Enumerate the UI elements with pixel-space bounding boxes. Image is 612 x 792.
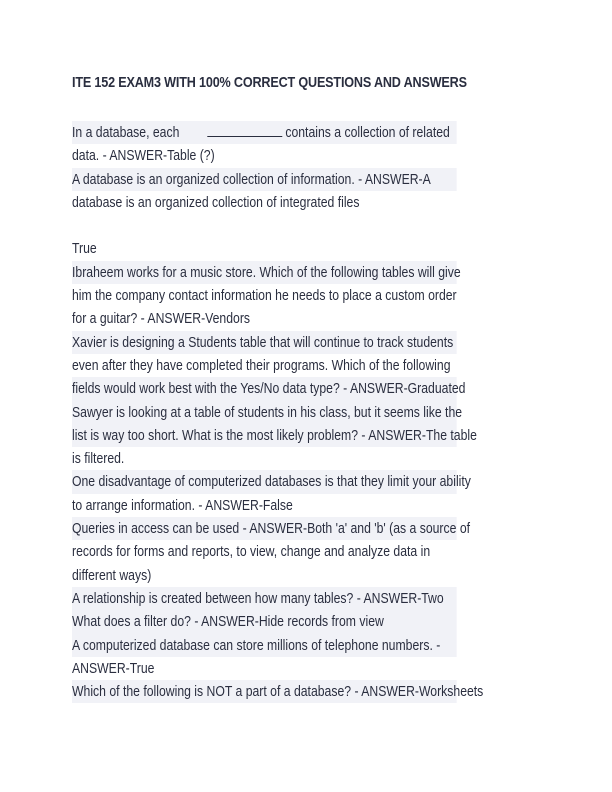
line-text-after-blank: contains a collection of related <box>285 124 450 141</box>
text-line: even after they have completed their programs. Which of the following <box>72 356 451 374</box>
text-line: different ways) <box>72 566 152 584</box>
text-line: What does a filter do? - ANSWER-Hide records from view <box>72 610 457 633</box>
text-line: One disadvantage of computerized databases is that they limit your ability <box>72 470 457 493</box>
text-line: him the company contact information he needs to place a custom order <box>72 287 457 305</box>
text-line: is filtered. <box>72 450 125 468</box>
fill-in-blank <box>207 123 282 137</box>
text-line: Sawyer is looking at a table of students in his class, but it seems like the <box>72 401 457 424</box>
text-line: Which of the following is NOT a part of a database? - ANSWER-Worksheets <box>72 680 457 703</box>
text-line: records for forms and reports, to view, change and analyze data in <box>72 543 431 561</box>
text-line: Ibraheem works for a music store. Which of the following tables will give <box>72 261 457 284</box>
text-line: data. - ANSWER-Table (?) <box>72 147 215 165</box>
text-line: Queries in access can be used - ANSWER-Both 'a' and 'b' (as a source of <box>72 517 457 540</box>
document-body <box>72 121 544 703</box>
text-line <box>72 121 457 144</box>
line-text-before-blank: In a database, each <box>72 124 180 141</box>
text-line: fields would work best with the Yes/No data type? - ANSWER-Graduated <box>72 377 457 400</box>
text-line: for a guitar? - ANSWER-Vendors <box>72 310 251 328</box>
text-line: list is way too short. What is the most likely problem? - ANSWER-The table <box>72 424 457 447</box>
text-line: A database is an organized collection of information. - ANSWER-A <box>72 168 457 191</box>
text-line: to arrange information. - ANSWER-False <box>72 496 293 514</box>
paragraph-gap <box>72 214 544 237</box>
document-title: ITE 152 EXAM3 WITH 100% CORRECT QUESTIONS AND ANSWERS <box>72 74 467 91</box>
document-page <box>72 72 544 703</box>
text-line: database is an organized collection of integrated files <box>72 193 360 211</box>
text-line: ANSWER-True <box>72 659 155 677</box>
text-line: True <box>72 240 97 258</box>
text-line: Xavier is designing a Students table that will continue to track students <box>72 331 457 354</box>
text-line: A relationship is created between how many tables? - ANSWER-Two <box>72 587 457 610</box>
text-line: A computerized database can store millions of telephone numbers. - <box>72 634 457 657</box>
